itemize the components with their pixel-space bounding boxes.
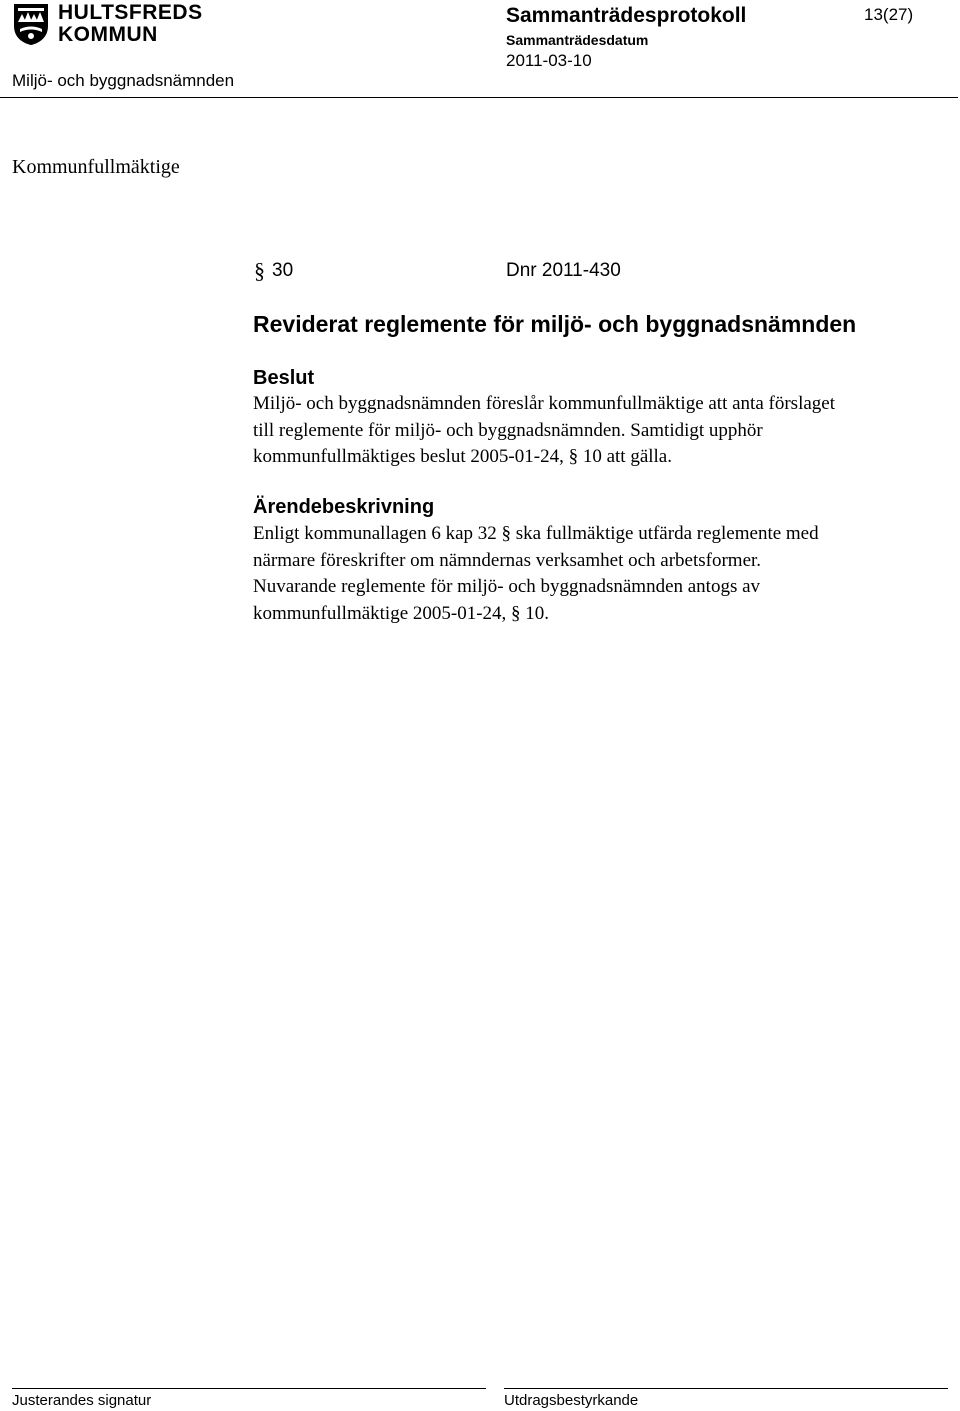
- arendebeskrivning-heading: Ärendebeskrivning: [253, 496, 435, 518]
- case-dnr: Dnr 2011-430: [506, 260, 621, 281]
- paragraph-symbol: §: [254, 258, 265, 283]
- meeting-date-label: Sammanträdesdatum: [506, 32, 649, 48]
- signature-line: [12, 1388, 486, 1389]
- beslut-line: kommunfullmäktiges beslut 2005-01-24, § 10 att gälla.: [253, 446, 672, 467]
- page-number: 13(27): [864, 5, 914, 24]
- logo-text-line1: HULTSFREDS: [58, 1, 203, 24]
- section-label: Kommunfullmäktige: [12, 156, 180, 178]
- coat-of-arms-icon: [12, 2, 50, 46]
- meeting-date: 2011-03-10: [506, 51, 592, 70]
- header-divider: [0, 97, 958, 98]
- municipality-logo: [12, 1, 203, 48]
- paragraph-number: 30: [272, 260, 294, 281]
- arende-line: kommunfullmäktige 2005-01-24, § 10.: [253, 602, 550, 624]
- arende-line: närmare föreskrifter om nämndernas verksamhet och arbetsformer.: [253, 549, 762, 571]
- committee-name: Miljö- och byggnadsnämnden: [12, 71, 235, 90]
- beslut-heading: Beslut: [253, 367, 315, 389]
- logo-text-line2: KOMMUN: [58, 23, 158, 46]
- document-type: Sammanträdesprotokoll: [506, 4, 747, 27]
- certification-label: Utdragsbestyrkande: [504, 1392, 639, 1409]
- beslut-line: till reglemente för miljö- och byggnadsnämnden. Samtidigt upphör: [253, 419, 763, 441]
- arendebeskrivning-text: [253, 521, 953, 627]
- case-title: Reviderat reglemente för miljö- och byggnadsnämnden: [253, 311, 857, 337]
- arende-line: Nuvarande reglemente för miljö- och byggnadsnämnden antogs av: [253, 576, 761, 597]
- beslut-text: [253, 391, 953, 471]
- signature-label: Justerandes signatur: [12, 1392, 152, 1409]
- beslut-line: Miljö- och byggnadsnämnden föreslår kommunfullmäktige att anta förslaget: [253, 393, 835, 414]
- arende-line: Enligt kommunallagen 6 kap 32 § ska fullmäktige utfärda reglemente med: [253, 523, 819, 544]
- certification-line: [504, 1388, 948, 1389]
